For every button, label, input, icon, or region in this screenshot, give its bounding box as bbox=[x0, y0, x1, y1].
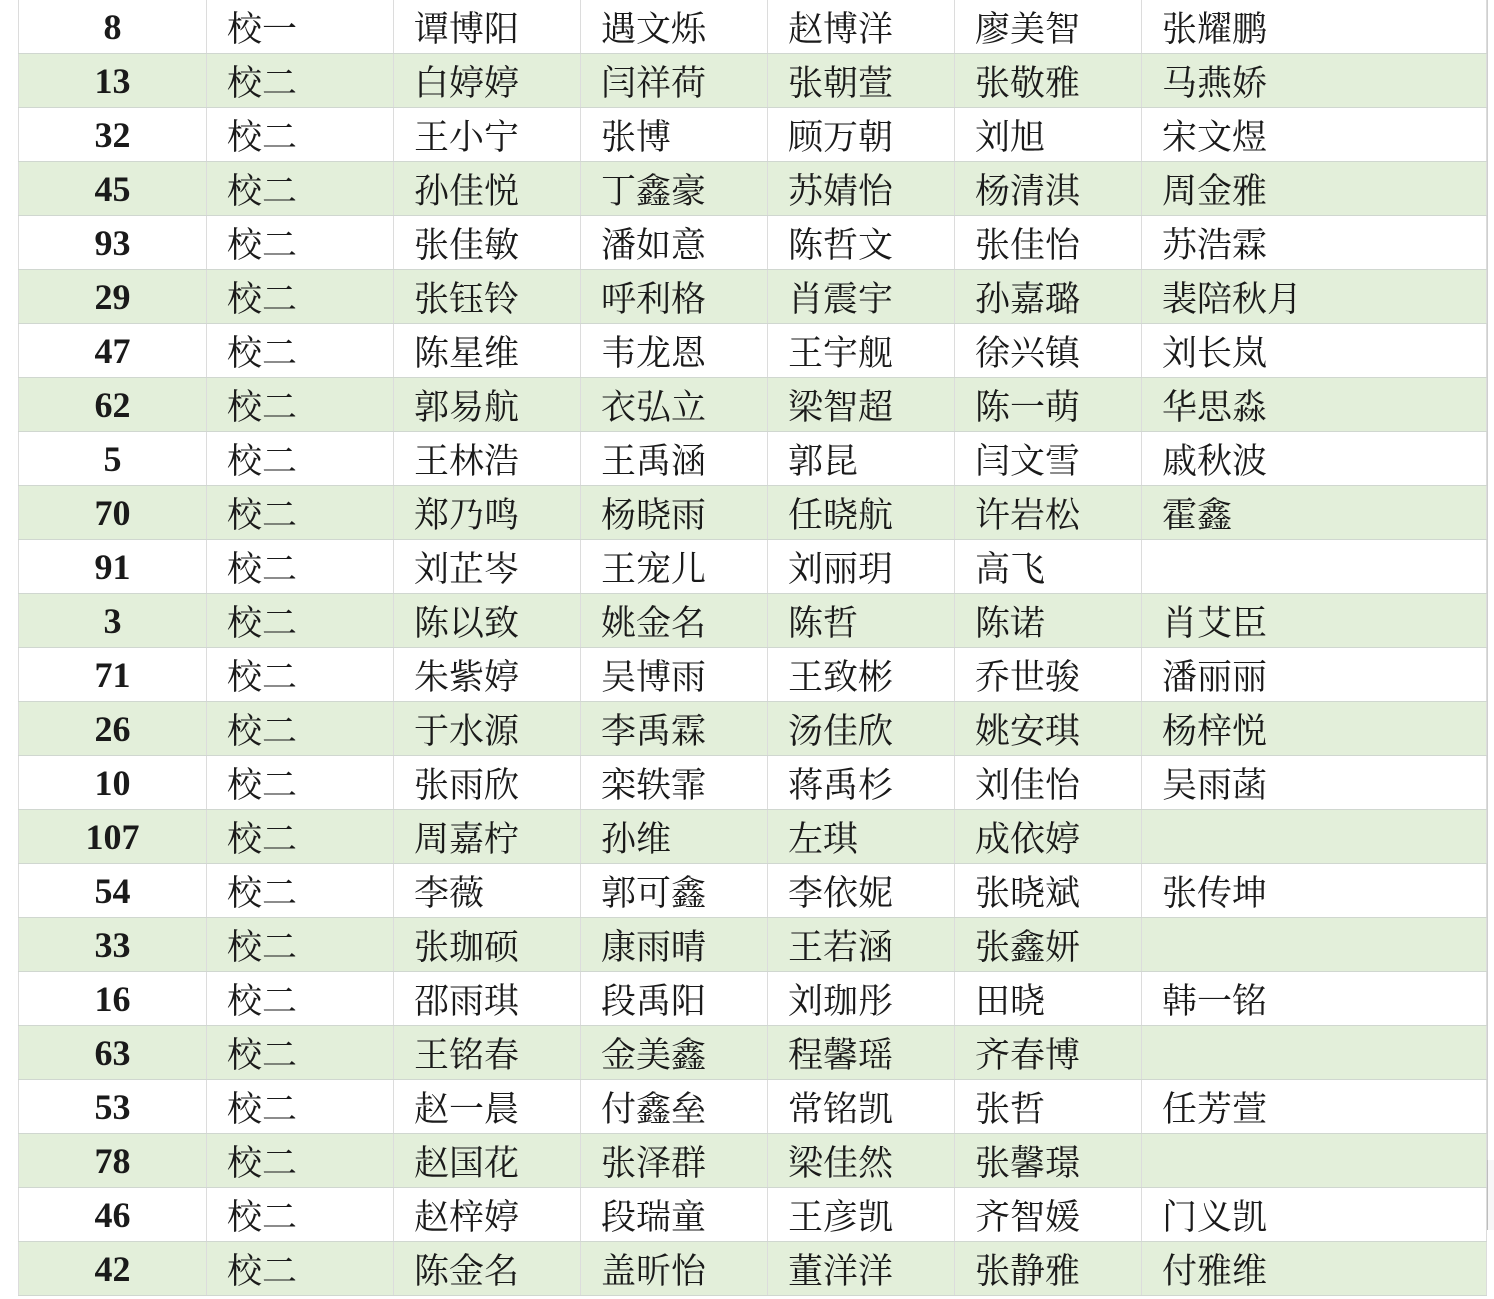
cell-member-name[interactable]: 韦龙恩 bbox=[581, 324, 768, 378]
cell-member-name[interactable]: 张耀鹏 bbox=[1142, 0, 1487, 54]
cell-member-name[interactable]: 张佳怡 bbox=[955, 216, 1142, 270]
cell-member-name[interactable]: 霍鑫 bbox=[1142, 486, 1487, 540]
cell-member-name[interactable]: 华思淼 bbox=[1142, 378, 1487, 432]
table-row bbox=[19, 324, 1487, 378]
cell-member-name[interactable]: 左琪 bbox=[768, 810, 955, 864]
cell-member-name[interactable]: 衣弘立 bbox=[581, 378, 768, 432]
cell-member-name[interactable]: 张珈硕 bbox=[394, 918, 581, 972]
cell-member-name[interactable]: 梁智超 bbox=[768, 378, 955, 432]
cell-member-name[interactable]: 赵国花 bbox=[394, 1134, 581, 1188]
cell-school[interactable]: 校二 bbox=[207, 756, 394, 810]
cell-school[interactable]: 校二 bbox=[207, 648, 394, 702]
cell-member-name[interactable]: 孙嘉璐 bbox=[955, 270, 1142, 324]
cell-member-name[interactable]: 王宠儿 bbox=[581, 540, 768, 594]
cell-member-name[interactable]: 陈哲文 bbox=[768, 216, 955, 270]
table-row bbox=[19, 594, 1487, 648]
cell-member-name[interactable]: 王林浩 bbox=[394, 432, 581, 486]
cell-member-name[interactable]: 王小宁 bbox=[394, 108, 581, 162]
cell-group-number[interactable]: 107 bbox=[19, 810, 207, 864]
cell-member-name[interactable] bbox=[1142, 1026, 1487, 1080]
table-row bbox=[19, 918, 1487, 972]
cell-school[interactable]: 校二 bbox=[207, 216, 394, 270]
cell-group-number[interactable]: 91 bbox=[19, 540, 207, 594]
cell-member-name[interactable]: 张博 bbox=[581, 108, 768, 162]
cell-member-name[interactable]: 程馨瑶 bbox=[768, 1026, 955, 1080]
table-row bbox=[19, 1026, 1487, 1080]
cell-member-name[interactable]: 孙佳悦 bbox=[394, 162, 581, 216]
cell-member-name[interactable]: 刘佳怡 bbox=[955, 756, 1142, 810]
table-row bbox=[19, 1080, 1487, 1134]
cell-member-name[interactable]: 裴陪秋月 bbox=[1142, 270, 1487, 324]
table-row bbox=[19, 432, 1487, 486]
cell-group-number[interactable]: 3 bbox=[19, 594, 207, 648]
cell-member-name[interactable]: 张馨璟 bbox=[955, 1134, 1142, 1188]
cell-school[interactable]: 校二 bbox=[207, 108, 394, 162]
cell-group-number[interactable]: 93 bbox=[19, 216, 207, 270]
cell-group-number[interactable]: 32 bbox=[19, 108, 207, 162]
cell-member-name[interactable]: 王若涵 bbox=[768, 918, 955, 972]
cell-group-number[interactable]: 71 bbox=[19, 648, 207, 702]
cell-school[interactable]: 校二 bbox=[207, 1134, 394, 1188]
cell-group-number[interactable]: 46 bbox=[19, 1188, 207, 1242]
cell-member-name[interactable]: 廖美智 bbox=[955, 0, 1142, 54]
cell-member-name[interactable]: 栾轶霏 bbox=[581, 756, 768, 810]
cell-member-name[interactable]: 董洋洋 bbox=[768, 1242, 955, 1296]
cell-group-number[interactable]: 53 bbox=[19, 1080, 207, 1134]
cell-member-name[interactable]: 盖昕怡 bbox=[581, 1242, 768, 1296]
cell-member-name[interactable]: 成依婷 bbox=[955, 810, 1142, 864]
cell-member-name[interactable]: 门义凯 bbox=[1142, 1188, 1487, 1242]
cell-group-number[interactable]: 5 bbox=[19, 432, 207, 486]
scrollbar-track[interactable] bbox=[1487, 1160, 1494, 1230]
cell-member-name[interactable]: 陈星维 bbox=[394, 324, 581, 378]
cell-member-name[interactable]: 杨晓雨 bbox=[581, 486, 768, 540]
cell-school[interactable]: 校二 bbox=[207, 864, 394, 918]
cell-member-name[interactable]: 宋文煜 bbox=[1142, 108, 1487, 162]
cell-member-name[interactable]: 呼利格 bbox=[581, 270, 768, 324]
cell-member-name[interactable]: 姚安琪 bbox=[955, 702, 1142, 756]
cell-member-name[interactable]: 邵雨琪 bbox=[394, 972, 581, 1026]
cell-member-name[interactable]: 付鑫垒 bbox=[581, 1080, 768, 1134]
cell-member-name[interactable]: 郭易航 bbox=[394, 378, 581, 432]
cell-member-name[interactable]: 乔世骏 bbox=[955, 648, 1142, 702]
table-row bbox=[19, 216, 1487, 270]
cell-member-name[interactable]: 顾万朝 bbox=[768, 108, 955, 162]
cell-member-name[interactable]: 王铭春 bbox=[394, 1026, 581, 1080]
cell-member-name[interactable]: 谭博阳 bbox=[394, 0, 581, 54]
cell-group-number[interactable]: 47 bbox=[19, 324, 207, 378]
cell-group-number[interactable]: 42 bbox=[19, 1242, 207, 1296]
cell-member-name[interactable]: 许岩松 bbox=[955, 486, 1142, 540]
cell-group-number[interactable]: 78 bbox=[19, 1134, 207, 1188]
cell-school[interactable]: 校二 bbox=[207, 1242, 394, 1296]
cell-member-name[interactable]: 吴雨菡 bbox=[1142, 756, 1487, 810]
cell-member-name[interactable] bbox=[1142, 810, 1487, 864]
cell-member-name[interactable]: 蒋禹杉 bbox=[768, 756, 955, 810]
cell-group-number[interactable]: 70 bbox=[19, 486, 207, 540]
cell-school[interactable]: 校二 bbox=[207, 1188, 394, 1242]
cell-member-name[interactable]: 陈诺 bbox=[955, 594, 1142, 648]
table-row bbox=[19, 1188, 1487, 1242]
cell-member-name[interactable]: 齐春博 bbox=[955, 1026, 1142, 1080]
cell-group-number[interactable]: 29 bbox=[19, 270, 207, 324]
cell-group-number[interactable]: 16 bbox=[19, 972, 207, 1026]
cell-member-name[interactable] bbox=[1142, 918, 1487, 972]
cell-member-name[interactable]: 杨清淇 bbox=[955, 162, 1142, 216]
cell-member-name[interactable]: 张钰铃 bbox=[394, 270, 581, 324]
cell-member-name[interactable]: 吴博雨 bbox=[581, 648, 768, 702]
table-row bbox=[19, 756, 1487, 810]
cell-member-name[interactable]: 刘芷岑 bbox=[394, 540, 581, 594]
spreadsheet-table bbox=[18, 0, 1487, 1296]
cell-school[interactable]: 校二 bbox=[207, 432, 394, 486]
cell-member-name[interactable]: 张传坤 bbox=[1142, 864, 1487, 918]
cell-group-number[interactable]: 8 bbox=[19, 0, 207, 54]
cell-member-name[interactable]: 郭可鑫 bbox=[581, 864, 768, 918]
cell-member-name[interactable]: 杨梓悦 bbox=[1142, 702, 1487, 756]
cell-member-name[interactable]: 李依妮 bbox=[768, 864, 955, 918]
table-row bbox=[19, 54, 1487, 108]
table-row bbox=[19, 540, 1487, 594]
cell-member-name[interactable]: 王禹涵 bbox=[581, 432, 768, 486]
cell-member-name[interactable]: 张鑫妍 bbox=[955, 918, 1142, 972]
cell-member-name[interactable]: 刘珈彤 bbox=[768, 972, 955, 1026]
cell-member-name[interactable]: 刘长岚 bbox=[1142, 324, 1487, 378]
cell-member-name[interactable]: 段瑞童 bbox=[581, 1188, 768, 1242]
cell-school[interactable]: 校二 bbox=[207, 918, 394, 972]
cell-group-number[interactable]: 54 bbox=[19, 864, 207, 918]
table-row bbox=[19, 108, 1487, 162]
table-row bbox=[19, 702, 1487, 756]
cell-school[interactable]: 校二 bbox=[207, 810, 394, 864]
cell-member-name[interactable]: 刘丽玥 bbox=[768, 540, 955, 594]
cell-member-name[interactable]: 于水源 bbox=[394, 702, 581, 756]
cell-member-name[interactable] bbox=[1142, 540, 1487, 594]
cell-member-name[interactable]: 白婷婷 bbox=[394, 54, 581, 108]
cell-member-name[interactable]: 康雨晴 bbox=[581, 918, 768, 972]
cell-member-name[interactable]: 王彦凯 bbox=[768, 1188, 955, 1242]
window-edge bbox=[1487, 0, 1494, 1160]
cell-school[interactable]: 校二 bbox=[207, 378, 394, 432]
cell-member-name[interactable]: 张佳敏 bbox=[394, 216, 581, 270]
table-row bbox=[19, 648, 1487, 702]
cell-member-name[interactable]: 周金雅 bbox=[1142, 162, 1487, 216]
cell-school[interactable]: 校二 bbox=[207, 324, 394, 378]
cell-school[interactable]: 校二 bbox=[207, 1026, 394, 1080]
cell-member-name[interactable]: 肖艾臣 bbox=[1142, 594, 1487, 648]
cell-member-name[interactable]: 马燕娇 bbox=[1142, 54, 1487, 108]
cell-member-name[interactable]: 张哲 bbox=[955, 1080, 1142, 1134]
cell-group-number[interactable]: 62 bbox=[19, 378, 207, 432]
cell-member-name[interactable]: 李薇 bbox=[394, 864, 581, 918]
table-row bbox=[19, 486, 1487, 540]
cell-school[interactable]: 校二 bbox=[207, 54, 394, 108]
cell-member-name[interactable]: 陈以致 bbox=[394, 594, 581, 648]
cell-member-name[interactable]: 常铭凯 bbox=[768, 1080, 955, 1134]
cell-member-name[interactable]: 孙维 bbox=[581, 810, 768, 864]
cell-member-name[interactable]: 徐兴镇 bbox=[955, 324, 1142, 378]
cell-group-number[interactable]: 33 bbox=[19, 918, 207, 972]
cell-group-number[interactable]: 13 bbox=[19, 54, 207, 108]
cell-member-name[interactable]: 张泽群 bbox=[581, 1134, 768, 1188]
cell-member-name[interactable]: 李禹霖 bbox=[581, 702, 768, 756]
cell-school[interactable]: 校一 bbox=[207, 0, 394, 54]
cell-member-name[interactable]: 张朝萱 bbox=[768, 54, 955, 108]
cell-member-name[interactable]: 汤佳欣 bbox=[768, 702, 955, 756]
cell-member-name[interactable]: 齐智媛 bbox=[955, 1188, 1142, 1242]
table-row bbox=[19, 270, 1487, 324]
cell-member-name[interactable]: 遇文烁 bbox=[581, 0, 768, 54]
cell-school[interactable]: 校二 bbox=[207, 270, 394, 324]
cell-member-name[interactable]: 赵梓婷 bbox=[394, 1188, 581, 1242]
cell-member-name[interactable]: 闫文雪 bbox=[955, 432, 1142, 486]
table-row bbox=[19, 1134, 1487, 1188]
table-row bbox=[19, 0, 1487, 54]
cell-member-name[interactable]: 赵博洋 bbox=[768, 0, 955, 54]
cell-member-name[interactable]: 周嘉柠 bbox=[394, 810, 581, 864]
table-row bbox=[19, 972, 1487, 1026]
cell-group-number[interactable]: 63 bbox=[19, 1026, 207, 1080]
table-row bbox=[19, 1242, 1487, 1296]
table-body bbox=[19, 0, 1487, 1296]
cell-school[interactable]: 校二 bbox=[207, 486, 394, 540]
cell-school[interactable]: 校二 bbox=[207, 162, 394, 216]
cell-member-name[interactable]: 王宇舰 bbox=[768, 324, 955, 378]
cell-school[interactable]: 校二 bbox=[207, 540, 394, 594]
table-row bbox=[19, 810, 1487, 864]
cell-member-name[interactable]: 姚金名 bbox=[581, 594, 768, 648]
cell-school[interactable]: 校二 bbox=[207, 594, 394, 648]
cell-member-name[interactable]: 潘丽丽 bbox=[1142, 648, 1487, 702]
cell-group-number[interactable]: 26 bbox=[19, 702, 207, 756]
cell-member-name[interactable]: 任芳萱 bbox=[1142, 1080, 1487, 1134]
cell-member-name[interactable]: 丁鑫豪 bbox=[581, 162, 768, 216]
cell-member-name[interactable]: 张雨欣 bbox=[394, 756, 581, 810]
cell-member-name[interactable]: 张静雅 bbox=[955, 1242, 1142, 1296]
cell-member-name[interactable]: 赵一晨 bbox=[394, 1080, 581, 1134]
table-row bbox=[19, 162, 1487, 216]
cell-member-name[interactable] bbox=[1142, 1134, 1487, 1188]
cell-member-name[interactable]: 张敬雅 bbox=[955, 54, 1142, 108]
cell-school[interactable]: 校二 bbox=[207, 1080, 394, 1134]
cell-group-number[interactable]: 10 bbox=[19, 756, 207, 810]
cell-member-name[interactable]: 王致彬 bbox=[768, 648, 955, 702]
cell-member-name[interactable]: 任晓航 bbox=[768, 486, 955, 540]
cell-member-name[interactable]: 陈哲 bbox=[768, 594, 955, 648]
cell-member-name[interactable]: 陈一萌 bbox=[955, 378, 1142, 432]
cell-member-name[interactable]: 苏婧怡 bbox=[768, 162, 955, 216]
cell-member-name[interactable]: 金美鑫 bbox=[581, 1026, 768, 1080]
cell-member-name[interactable]: 肖震宇 bbox=[768, 270, 955, 324]
cell-member-name[interactable]: 潘如意 bbox=[581, 216, 768, 270]
cell-school[interactable]: 校二 bbox=[207, 972, 394, 1026]
cell-school[interactable]: 校二 bbox=[207, 702, 394, 756]
cell-member-name[interactable]: 闫祥荷 bbox=[581, 54, 768, 108]
cell-member-name[interactable]: 韩一铭 bbox=[1142, 972, 1487, 1026]
table-row bbox=[19, 378, 1487, 432]
cell-member-name[interactable]: 苏浩霖 bbox=[1142, 216, 1487, 270]
cell-member-name[interactable]: 付雅维 bbox=[1142, 1242, 1487, 1296]
cell-member-name[interactable]: 陈金名 bbox=[394, 1242, 581, 1296]
cell-member-name[interactable]: 高飞 bbox=[955, 540, 1142, 594]
table-row bbox=[19, 864, 1487, 918]
cell-group-number[interactable]: 45 bbox=[19, 162, 207, 216]
cell-member-name[interactable]: 梁佳然 bbox=[768, 1134, 955, 1188]
cell-member-name[interactable]: 戚秋波 bbox=[1142, 432, 1487, 486]
cell-member-name[interactable]: 郑乃鸣 bbox=[394, 486, 581, 540]
cell-member-name[interactable]: 郭昆 bbox=[768, 432, 955, 486]
cell-member-name[interactable]: 田晓 bbox=[955, 972, 1142, 1026]
cell-member-name[interactable]: 段禹阳 bbox=[581, 972, 768, 1026]
cell-member-name[interactable]: 张晓斌 bbox=[955, 864, 1142, 918]
cell-member-name[interactable]: 刘旭 bbox=[955, 108, 1142, 162]
cell-member-name[interactable]: 朱紫婷 bbox=[394, 648, 581, 702]
